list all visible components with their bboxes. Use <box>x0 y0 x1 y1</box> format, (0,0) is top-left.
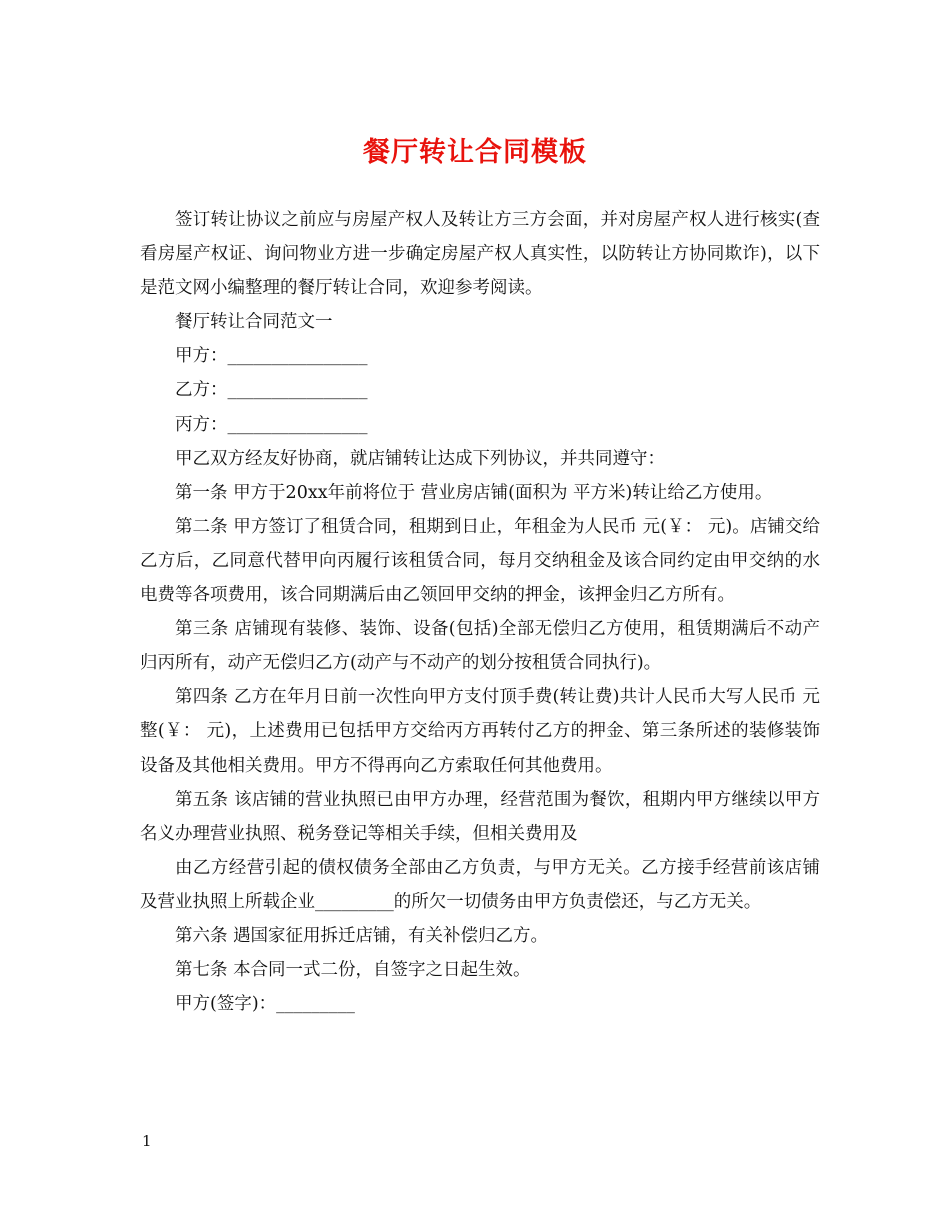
page-number: 1 <box>142 1132 152 1150</box>
paragraph-signature: 甲方(签字)：_________ <box>175 994 355 1015</box>
paragraph-article-6: 第六条 遇国家征用拆迁店铺，有关补偿归乙方。 <box>175 925 549 946</box>
paragraph-article-4: 第四条 乙方在年月日前一次性向甲方支付顶手费(转让费)共计人民币大写人民币 元整(￥： 元)，上述费用已包括甲方交给丙方再转付乙方的押金、第三条所述的装修装饰设备及其他相关费用。甲方不得再向乙方索取任何其他费用。 <box>140 687 820 776</box>
document-title: 餐厅转让合同模板 <box>363 137 587 168</box>
paragraph-article-7: 第七条 本合同一式二份，自签字之日起生效。 <box>175 960 531 981</box>
paragraph-agreement: 甲乙双方经友好协商，就店铺转让达成下列协议，并共同遵守： <box>175 448 665 469</box>
paragraph-article-3: 第三条 店铺现有装修、装饰、设备(包括)全部无偿归乙方使用，租赁期满后不动产归丙所有，动产无偿归乙方(动产与不动产的划分按租赁合同执行)。 <box>140 619 820 674</box>
paragraph-intro: 签订转让协议之前应与房屋产权人及转让方三方会面，并对房屋产权人进行核实(查看房屋产权证、询问物业方进一步确定房屋产权人真实性，以防转让方协同欺诈)，以下是范文网小编整理的餐厅转让合同，欢迎参考阅读。 <box>140 210 820 299</box>
paragraph-subheading: 餐厅转让合同范文一 <box>175 312 333 333</box>
paragraph-party-b: 乙方：________________ <box>175 380 368 401</box>
paragraph-party-c: 丙方：________________ <box>175 414 368 435</box>
paragraph-article-5-cont: 由乙方经营引起的债权债务全部由乙方负责，与甲方无关。乙方接手经营前该店铺及营业执照上所载企业_________的所欠一切债务由甲方负责偿还，与乙方无关。 <box>140 857 820 912</box>
paragraph-party-a: 甲方：________________ <box>175 346 368 367</box>
document-body <box>140 203 820 1021</box>
paragraph-article-1: 第一条 甲方于20xx年前将位于 营业房店铺(面积为 平方米)转让给乙方使用。 <box>175 482 773 503</box>
paragraph-article-2: 第二条 甲方签订了租赁合同，租期到日止，年租金为人民币 元(￥： 元)。店铺交给乙方后，乙同意代替甲向丙履行该租赁合同，每月交纳租金及该合同约定由甲交纳的水电费等各项费用，该合同期满后由乙领回甲交纳的押金，该押金归乙方所有。 <box>140 516 820 606</box>
paragraph-article-5: 第五条 该店铺的营业执照已由甲方办理，经营范围为餐饮，租期内甲方继续以甲方名义办理营业执照、税务登记等相关手续，但相关费用及 <box>140 789 820 844</box>
